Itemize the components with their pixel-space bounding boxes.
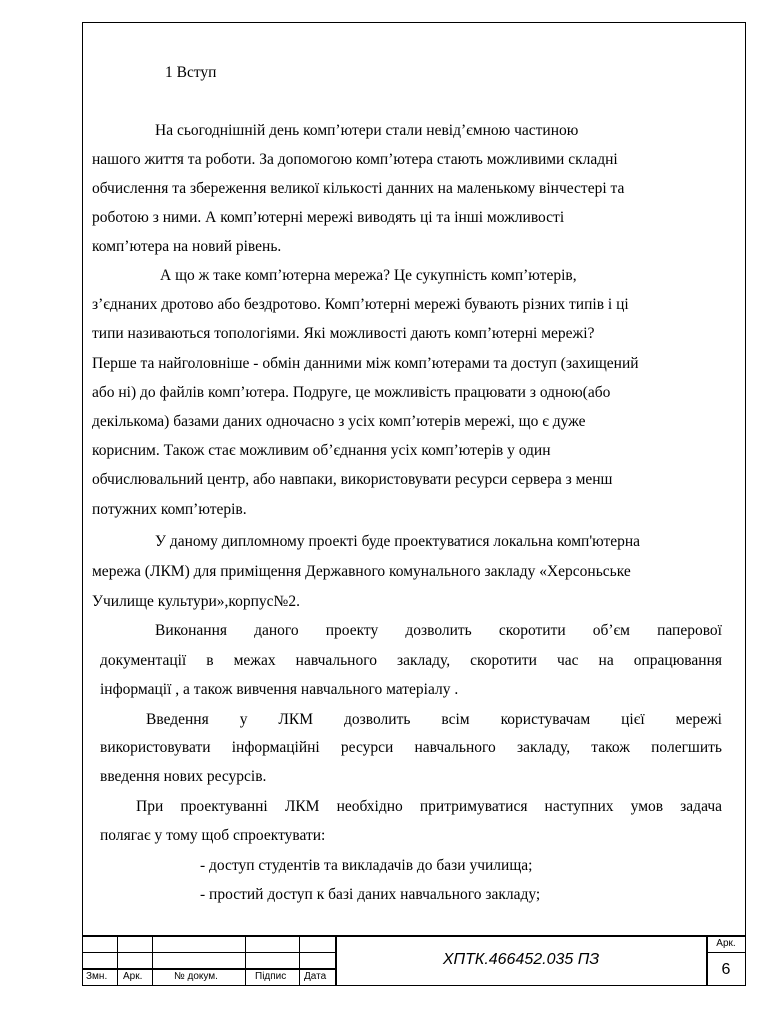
text-line: документації в межах навчального закладу, скоротити час на опрацювання [100, 652, 722, 669]
text-line: типи називаються топологіями. Які можливості дають комп’ютерні мережі? [92, 325, 595, 342]
list-item: - простий доступ к базі даних навчального закладу; [200, 886, 541, 903]
text-line: комп’ютера на новий рівень. [92, 238, 282, 255]
text-line: інформації , а також вивчення навчального матеріалу . [100, 681, 459, 698]
sheet-label: Арк. [716, 938, 736, 949]
col-label-date: Дата [304, 971, 327, 982]
title-block-row-line [82, 952, 336, 953]
text-line: Виконання даного проекту дозволить скоротити об’єм паперової [155, 622, 722, 639]
text-line: роботою з ними. А комп’ютерні мережі виводять ці та інші можливості [92, 209, 565, 226]
sheet-number: 6 [721, 961, 731, 978]
text-line: нашого життя та роботи. За допомогою комп’ютера стають можливими складні [92, 151, 618, 168]
document-code: ХПТК.466452.035 ПЗ [442, 951, 600, 968]
section-heading: 1 Вступ [165, 64, 217, 81]
text-line: Училище культури»,корпус№2. [92, 593, 300, 610]
title-block-top-line [82, 935, 746, 937]
col-label-signature: Підпис [255, 971, 287, 982]
list-item: - доступ студентів та викладачів до бази училища; [200, 857, 533, 874]
text-line: У даному дипломному проекті буде проектуватися локальна комп'ютерна [155, 533, 641, 550]
text-line: декількома) базами даних одночасно з усіх комп’ютерів мережі, що є дуже [92, 413, 586, 430]
title-block-col-line [245, 935, 246, 986]
text-line: обчислювальний центр, або навпаки, використовувати ресурси сервера з менш [92, 471, 613, 488]
text-line: На сьогоднішній день комп’ютери стали невід’ємною частиною [155, 122, 579, 139]
text-line: введення нових ресурсів. [100, 768, 267, 785]
title-block-row-line [82, 968, 336, 970]
text-line: використовувати інформаційні ресурси навчального закладу, також полегшить [100, 739, 722, 756]
col-label-change: Змн. [86, 971, 108, 982]
text-line: потужних комп’ютерів. [92, 501, 247, 518]
text-line: з’єднаних дротово або бездротово. Комп’ютерні мережі бувають різних типів і ці [92, 296, 629, 313]
text-line: корисним. Також стає можливим об’єднання усіх комп’ютерів у один [92, 442, 551, 459]
col-label-sheet: Арк. [123, 971, 143, 982]
text-line: або ні) до файлів комп’ютера. Подруге, це можливість працювати з одною(або [92, 384, 611, 401]
text-line: При проектуванні ЛКМ необхідно притримуватися наступних умов задача [136, 798, 722, 815]
text-line: Введення у ЛКМ дозволить всім користувачам цієї мережі [146, 711, 722, 728]
text-line: мережа (ЛКМ) для приміщення Державного комунального закладу «Херсоньське [92, 563, 631, 580]
text-line: Перше та найголовніше - обмін данними між комп’ютерами та доступ (захищений [92, 355, 639, 372]
text-line: обчислення та збереження великої кількості данних на маленькому вінчестері та [92, 180, 625, 197]
sheet-box-line [706, 952, 746, 953]
text-line: А що ж таке комп’ютерна мережа? Це сукупність комп’ютерів, [160, 267, 577, 284]
col-label-doc-number: № докум. [174, 971, 218, 982]
title-block-col-line [152, 935, 153, 986]
title-block-col-line [299, 935, 300, 986]
text-line: полягає у тому щоб спроектувати: [100, 827, 326, 844]
title-block-col-line [117, 935, 118, 986]
